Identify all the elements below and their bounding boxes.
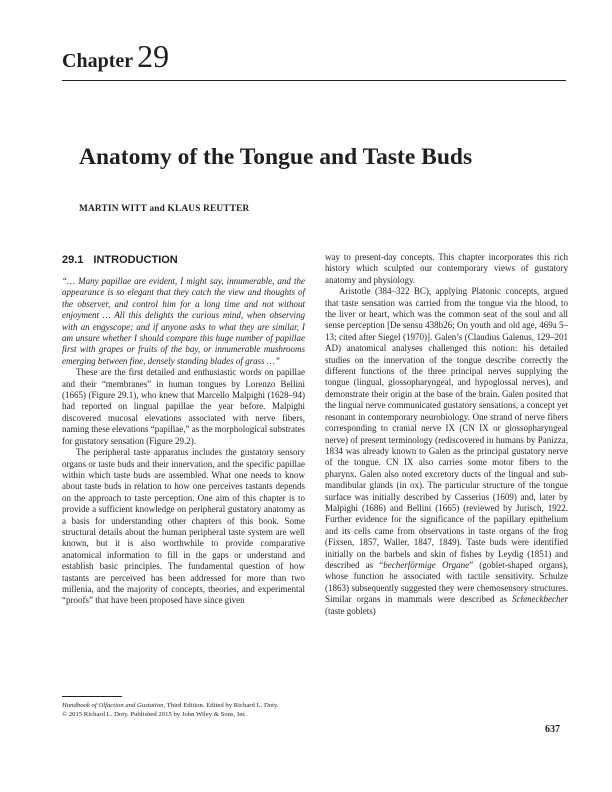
- section-heading: [62, 254, 305, 267]
- paragraph-continued: way to present-day concepts. This chapter incorporates this rich history which sculpted our contemporary views of gustatory anatomy and physiology.: [325, 252, 568, 285]
- epigraph-quote: “… Many papillae are evident, I might say, innumerable, and the appearance is so elegant that they catch the view and thoughts of the observer, and control him for a long time and not without enjoyment … All this delights the curious mind, when observing with an engyscope; and if anyone asks to what they are similar, I am unsure whether I should compare this huge number of papillae first with grapes or fruits of the bay, or innumerable mushrooms emerging between fine, densely standing blades of grass …”: [62, 276, 305, 366]
- chapter-title: Anatomy of the Tongue and Taste Buds: [79, 144, 473, 170]
- paragraph: These are the first detailed and enthusiastic words on papillae and their “membranes” in human tongues by Lorenzo Bellini (1665) (Figure 29.1), who knew that Marcello Malpighi (1628–94) had reported on lingual papillae the year before. Malpighi discovered mucosal elevations associated with nerve fibers, naming these elevations “papillae,” as the morphological substrates for gustatory sensation (Figure 29.2).: [62, 367, 305, 446]
- right-column: [325, 252, 568, 617]
- paragraph-text: Aristotle (384–322 BC), applying Platonic concepts, argued that taste sensation was carried from the tongue via the blood, to the liver or heart, which was the common seat of the soul and all sense perception [De sensu 438b26; On youth and old age, 469a 5–13; cited after Siegel (1970)]. Galen’s (Claudius Galenus, 129–201 AD) anatomical analyses challenged this notion: his detailed studies on the innervation of the tongue describe correctly the different functions of the three principal nerves supplying the tongue (lingual, glossopharyngeal, and hypoglossal nerves), and demonstrate their origin at the base of the brain. Galen posited that the lingual nerve communicated gustatory sensations, a concept yet resonant in contemporary neurobiology. One strand of nerve fibers corresponding to cranial nerve IX (CN IX or glossopharyngeal nerve) of present terminology (rediscovered in humans by Panizza, 1834 was already known to Galen as the principal gustatory nerve of the tongue. CN IX also carries some motor fibers to the pharynx. Galen also noted excretory ducts of the lingual and sub-mandibular glands (in ox). The particular structure of the tongue surface was initially described by Casserius (1609) and, later by Malpighi (1686) and Bellini (1665) (reviewed by Jurisch, 1922. Further evidence for the significance of the papillary epithelium and its cells came from observations in taste organs of the frog (Fixsen, 1857, Waller, 1847, 1849). Taste buds were identified initially on the barbels and skin of fishes by Leydig (1851) and described as “: [325, 286, 568, 570]
- chapter-number: 29: [137, 38, 170, 74]
- footnote: [62, 701, 382, 719]
- chapter-label: Chapter: [62, 50, 134, 72]
- book-title: Handbook of Olfaction and Gustation: [62, 702, 164, 709]
- footnote-line-2: © 2015 Richard L. Doty. Published 2015 by John Wiley & Sons, Inc.: [62, 711, 248, 718]
- left-column: [62, 252, 305, 607]
- authors: MARTIN WITT and KLAUS REUTTER: [79, 204, 250, 214]
- italic-term: Schmeckbecher: [512, 594, 568, 605]
- footnote-line-1: [62, 701, 382, 710]
- paragraph: [325, 286, 568, 617]
- footnote-divider: [62, 696, 122, 697]
- section-title: INTRODUCTION: [93, 254, 178, 266]
- italic-term: becherförmige Organe: [383, 559, 470, 570]
- paragraph-text: (taste goblets): [325, 605, 376, 616]
- section-number: 29.1: [62, 254, 84, 266]
- paragraph-text: ” (goblet-shaped organs), whose function he associated with tactile sensitivity. Schulze (1863) subsequently suggested they were chemosensory structures. Similar organs in mammals were described as: [325, 559, 568, 605]
- chapter-heading: [62, 38, 169, 75]
- paragraph: The peripheral taste apparatus includes the gustatory sensory organs or taste buds and their innervation, and the specific papillae within which taste buds are assembled. What one needs to know about taste buds in relation to how one perceives tastants depends on the approach to taste perception. One aim of this chapter is to provide a sufficient knowledge on peripheral gustatory anatomy as a basis for understanding other chapters of this book. Some structural details about the human peripheral taste system are well known, but it is also worthwhile to provide comparative anatomical information to fill in the gaps or understand and establish basic principles. The fundamental question of how tastants are perceived has been addressed for more than two millenia, and the majority of concepts, theories, and experimental “proofs” that have been proposed have since given: [62, 447, 305, 606]
- page-number: 637: [545, 724, 560, 735]
- chapter-divider: [62, 80, 566, 81]
- footnote-text: , Third Edition. Edited by Richard L. Doty.: [163, 702, 279, 709]
